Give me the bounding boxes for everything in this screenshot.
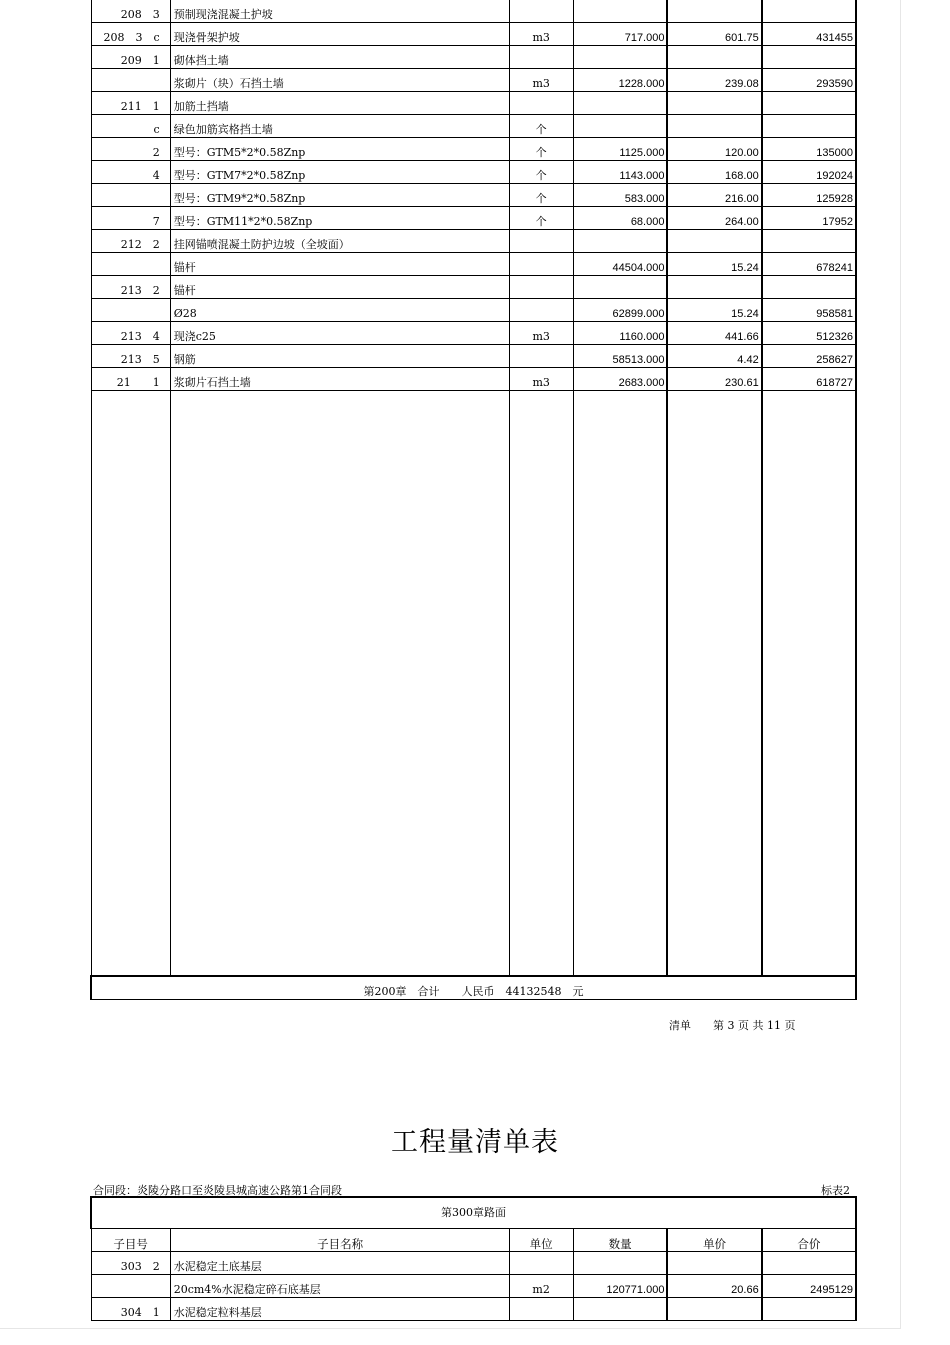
item-unit-price: 441.66 (667, 322, 761, 345)
item-code: 4 (91, 161, 170, 184)
item-unit (509, 253, 573, 276)
page-number: 清单 第 3 页 共 11 页 (669, 1019, 796, 1032)
item-unit-price (667, 46, 761, 69)
item-name: 型号：GTM5*2*0.58Znp (170, 138, 509, 161)
item-unit-price (667, 115, 761, 138)
item-code: 213 5 (91, 345, 170, 368)
header-unit: 单位 (509, 1229, 573, 1252)
item-unit-price: 15.24 (667, 253, 761, 276)
table-row (91, 207, 856, 230)
item-unit-price: 15.24 (667, 299, 761, 322)
item-total (762, 92, 856, 115)
item-unit (509, 0, 573, 23)
item-quantity (573, 115, 667, 138)
item-unit: m3 (509, 69, 573, 92)
item-code: 7 (91, 207, 170, 230)
item-unit: 个 (509, 207, 573, 230)
item-code (91, 69, 170, 92)
item-code: 213 4 (91, 322, 170, 345)
item-unit-price: 4.42 (667, 345, 761, 368)
item-name: 水泥稳定粒料基层 (170, 1298, 509, 1321)
item-code (91, 253, 170, 276)
item-name: 现浇c25 (170, 322, 509, 345)
item-unit: m3 (509, 322, 573, 345)
item-unit: 个 (509, 115, 573, 138)
item-unit-price: 230.61 (667, 368, 761, 391)
chapter-300-body (91, 1252, 856, 1321)
document-title: 工程量清单表 (391, 1127, 559, 1158)
item-code: 303 2 (91, 1252, 170, 1275)
item-unit-price: 216.00 (667, 184, 761, 207)
chapter-row (91, 1197, 856, 1229)
chapter-total-row (91, 976, 856, 1000)
item-quantity (573, 1252, 667, 1275)
item-total: 618727 (762, 368, 856, 391)
item-unit-price (667, 276, 761, 299)
item-unit: 个 (509, 184, 573, 207)
item-quantity (573, 46, 667, 69)
item-code (91, 184, 170, 207)
item-quantity: 1228.000 (573, 69, 667, 92)
table-number: 标表2 (821, 1184, 850, 1197)
chapter-200-table (90, 0, 857, 1000)
item-unit (509, 1252, 573, 1275)
item-quantity: 717.000 (573, 23, 667, 46)
item-code: 21 1 (91, 368, 170, 391)
table-row (91, 69, 856, 92)
table-row (91, 46, 856, 69)
item-code: 208 3 c (91, 23, 170, 46)
item-name: 型号：GTM7*2*0.58Znp (170, 161, 509, 184)
item-total: 192024 (762, 161, 856, 184)
item-unit-price (667, 1298, 761, 1321)
item-unit-price: 120.00 (667, 138, 761, 161)
item-name: 砌体挡土墙 (170, 46, 509, 69)
item-name: 20cm4%水泥稳定碎石底基层 (170, 1275, 509, 1298)
header-price: 单价 (667, 1229, 761, 1252)
item-unit: m3 (509, 23, 573, 46)
item-unit (509, 1298, 573, 1321)
item-quantity (573, 1298, 667, 1321)
item-code: 212 2 (91, 230, 170, 253)
item-name: 钢筋 (170, 345, 509, 368)
item-code: c (91, 115, 170, 138)
chapter-300-table (90, 1196, 857, 1321)
item-total: 678241 (762, 253, 856, 276)
item-total (762, 0, 856, 23)
item-total (762, 1298, 856, 1321)
table-row (91, 92, 856, 115)
item-total: 125928 (762, 184, 856, 207)
table-row (91, 1252, 856, 1275)
item-name: 绿色加筋宾格挡土墙 (170, 115, 509, 138)
item-quantity (573, 276, 667, 299)
blank-row (91, 391, 856, 977)
item-quantity: 1160.000 (573, 322, 667, 345)
item-unit-price: 168.00 (667, 161, 761, 184)
item-code: 208 3 (91, 0, 170, 23)
table-row (91, 276, 856, 299)
item-unit: m3 (509, 368, 573, 391)
table-row (91, 1298, 856, 1321)
table-row (91, 161, 856, 184)
item-total: 512326 (762, 322, 856, 345)
item-total: 2495129 (762, 1275, 856, 1298)
item-unit-price: 601.75 (667, 23, 761, 46)
table-row (91, 23, 856, 46)
item-total (762, 230, 856, 253)
chapter-title: 第300章路面 (91, 1197, 856, 1229)
item-unit (509, 46, 573, 69)
chapter-total: 第200章 合计 人民币 44132548 元 (91, 976, 856, 1000)
item-quantity (573, 230, 667, 253)
table-row (91, 0, 856, 23)
item-code: 209 1 (91, 46, 170, 69)
item-code: 304 1 (91, 1298, 170, 1321)
item-quantity: 62899.000 (573, 299, 667, 322)
item-name: 型号：GTM9*2*0.58Znp (170, 184, 509, 207)
item-name: 挂网锚喷混凝土防护边坡（全坡面） (170, 230, 509, 253)
item-code: 2 (91, 138, 170, 161)
item-quantity: 1125.000 (573, 138, 667, 161)
item-code (91, 1275, 170, 1298)
table-row (91, 253, 856, 276)
item-unit-price: 20.66 (667, 1275, 761, 1298)
item-unit (509, 276, 573, 299)
header-qty: 数量 (573, 1229, 667, 1252)
item-total (762, 46, 856, 69)
item-code (91, 299, 170, 322)
item-unit: m2 (509, 1275, 573, 1298)
item-name: 预制现浇混凝土护坡 (170, 0, 509, 23)
item-total (762, 276, 856, 299)
item-total: 135000 (762, 138, 856, 161)
item-quantity (573, 0, 667, 23)
item-name: 型号：GTM11*2*0.58Znp (170, 207, 509, 230)
item-name: 浆砌片（块）石挡土墙 (170, 69, 509, 92)
item-total (762, 1252, 856, 1275)
item-quantity: 583.000 (573, 184, 667, 207)
item-unit (509, 345, 573, 368)
item-total: 293590 (762, 69, 856, 92)
item-quantity: 58513.000 (573, 345, 667, 368)
item-name: 锚杆 (170, 253, 509, 276)
contract-section: 合同段：炎陵分路口至炎陵县城高速公路第1合同段 (93, 1184, 342, 1197)
table-row (91, 1275, 856, 1298)
table-row (91, 345, 856, 368)
table-row (91, 138, 856, 161)
item-total: 258627 (762, 345, 856, 368)
table-row (91, 368, 856, 391)
item-name: Ø28 (170, 299, 509, 322)
item-unit (509, 230, 573, 253)
item-quantity: 68.000 (573, 207, 667, 230)
header-total: 合价 (762, 1229, 856, 1252)
item-quantity: 120771.000 (573, 1275, 667, 1298)
item-code: 211 1 (91, 92, 170, 115)
header-row (91, 1229, 856, 1252)
item-unit (509, 299, 573, 322)
table-row (91, 299, 856, 322)
header-name: 子目名称 (170, 1229, 509, 1252)
item-unit-price (667, 92, 761, 115)
item-unit: 个 (509, 138, 573, 161)
item-unit (509, 92, 573, 115)
item-quantity: 2683.000 (573, 368, 667, 391)
item-name: 浆砌片石挡土墙 (170, 368, 509, 391)
item-total: 17952 (762, 207, 856, 230)
chapter-200-body (91, 0, 856, 391)
table-row (91, 115, 856, 138)
item-unit-price (667, 230, 761, 253)
item-name: 加筋土挡墙 (170, 92, 509, 115)
item-name: 锚杆 (170, 276, 509, 299)
item-name: 水泥稳定土底基层 (170, 1252, 509, 1275)
item-name: 现浇骨架护坡 (170, 23, 509, 46)
item-total: 431455 (762, 23, 856, 46)
item-unit: 个 (509, 161, 573, 184)
table-row (91, 184, 856, 207)
item-quantity: 1143.000 (573, 161, 667, 184)
item-code: 213 2 (91, 276, 170, 299)
table-row (91, 230, 856, 253)
item-unit-price: 239.08 (667, 69, 761, 92)
item-total (762, 115, 856, 138)
header-code: 子目号 (91, 1229, 170, 1252)
item-unit-price (667, 1252, 761, 1275)
item-quantity: 44504.000 (573, 253, 667, 276)
item-unit-price: 264.00 (667, 207, 761, 230)
table-row (91, 322, 856, 345)
item-total: 958581 (762, 299, 856, 322)
item-unit-price (667, 0, 761, 23)
item-quantity (573, 92, 667, 115)
